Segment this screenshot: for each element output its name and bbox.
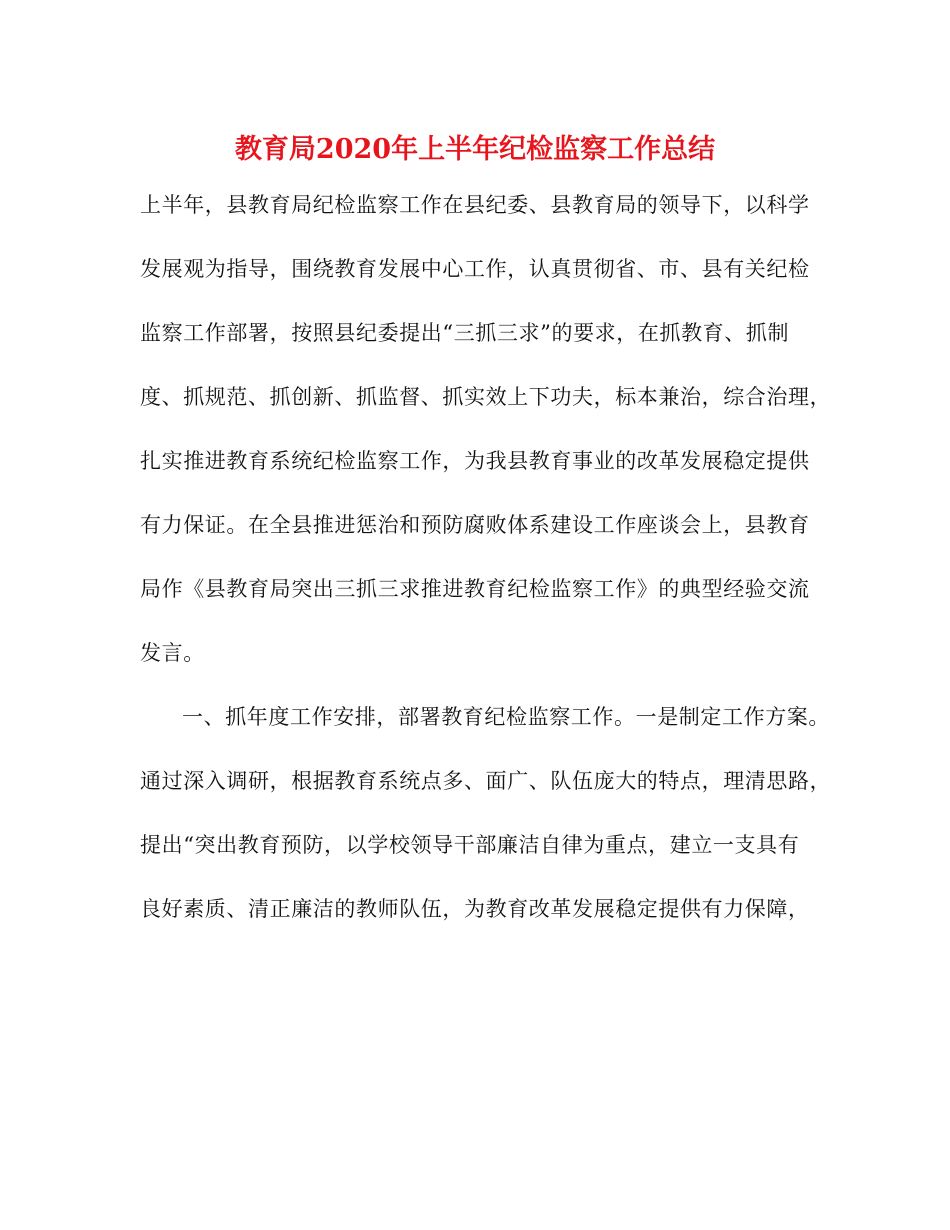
section-heading-line: 一、抓年度工作安排，部署教育纪检监察工作。一是制定工作方案。 (182, 705, 830, 729)
paragraph-line: 扎实推进教育系统纪检监察工作，为我县教育事业的改革发展稳定提供 (140, 449, 810, 473)
paragraph-line: 通过深入调研，根据教育系统点多、面广、队伍庞大的特点，理清思路， (140, 769, 832, 793)
document-title: 教育局2020年上半年纪检监察工作总结 (234, 134, 716, 165)
paragraph-line: 度、抓规范、抓创新、抓监督、抓实效上下功夫，标本兼治，综合治理， (140, 385, 832, 409)
paragraph-line: 监察工作部署，按照县纪委提出“三抓三求”的要求，在抓教育、抓制 (140, 321, 790, 345)
paragraph-line: 局作《县教育局突出三抓三求推进教育纪检监察工作》的典型经验交流 (140, 577, 810, 601)
paragraph-line: 发言。 (140, 641, 205, 665)
paragraph-line: 提出“突出教育预防，以学校领导干部廉洁自律为重点，建立一支具有 (140, 833, 800, 857)
paragraph-line: 良好素质、清正廉洁的教师队伍，为教育改革发展稳定提供有力保障， (140, 897, 810, 921)
paragraph-line: 有力保证。在全县推进惩治和预防腐败体系建设工作座谈会上，县教育 (140, 513, 810, 537)
paragraph-line: 发展观为指导，围绕教育发展中心工作，认真贯彻省、市、县有关纪检 (140, 257, 810, 281)
document-body (140, 190, 832, 958)
paragraph-line: 上半年，县教育局纪检监察工作在县纪委、县教育局的领导下，以科学 (140, 193, 810, 217)
